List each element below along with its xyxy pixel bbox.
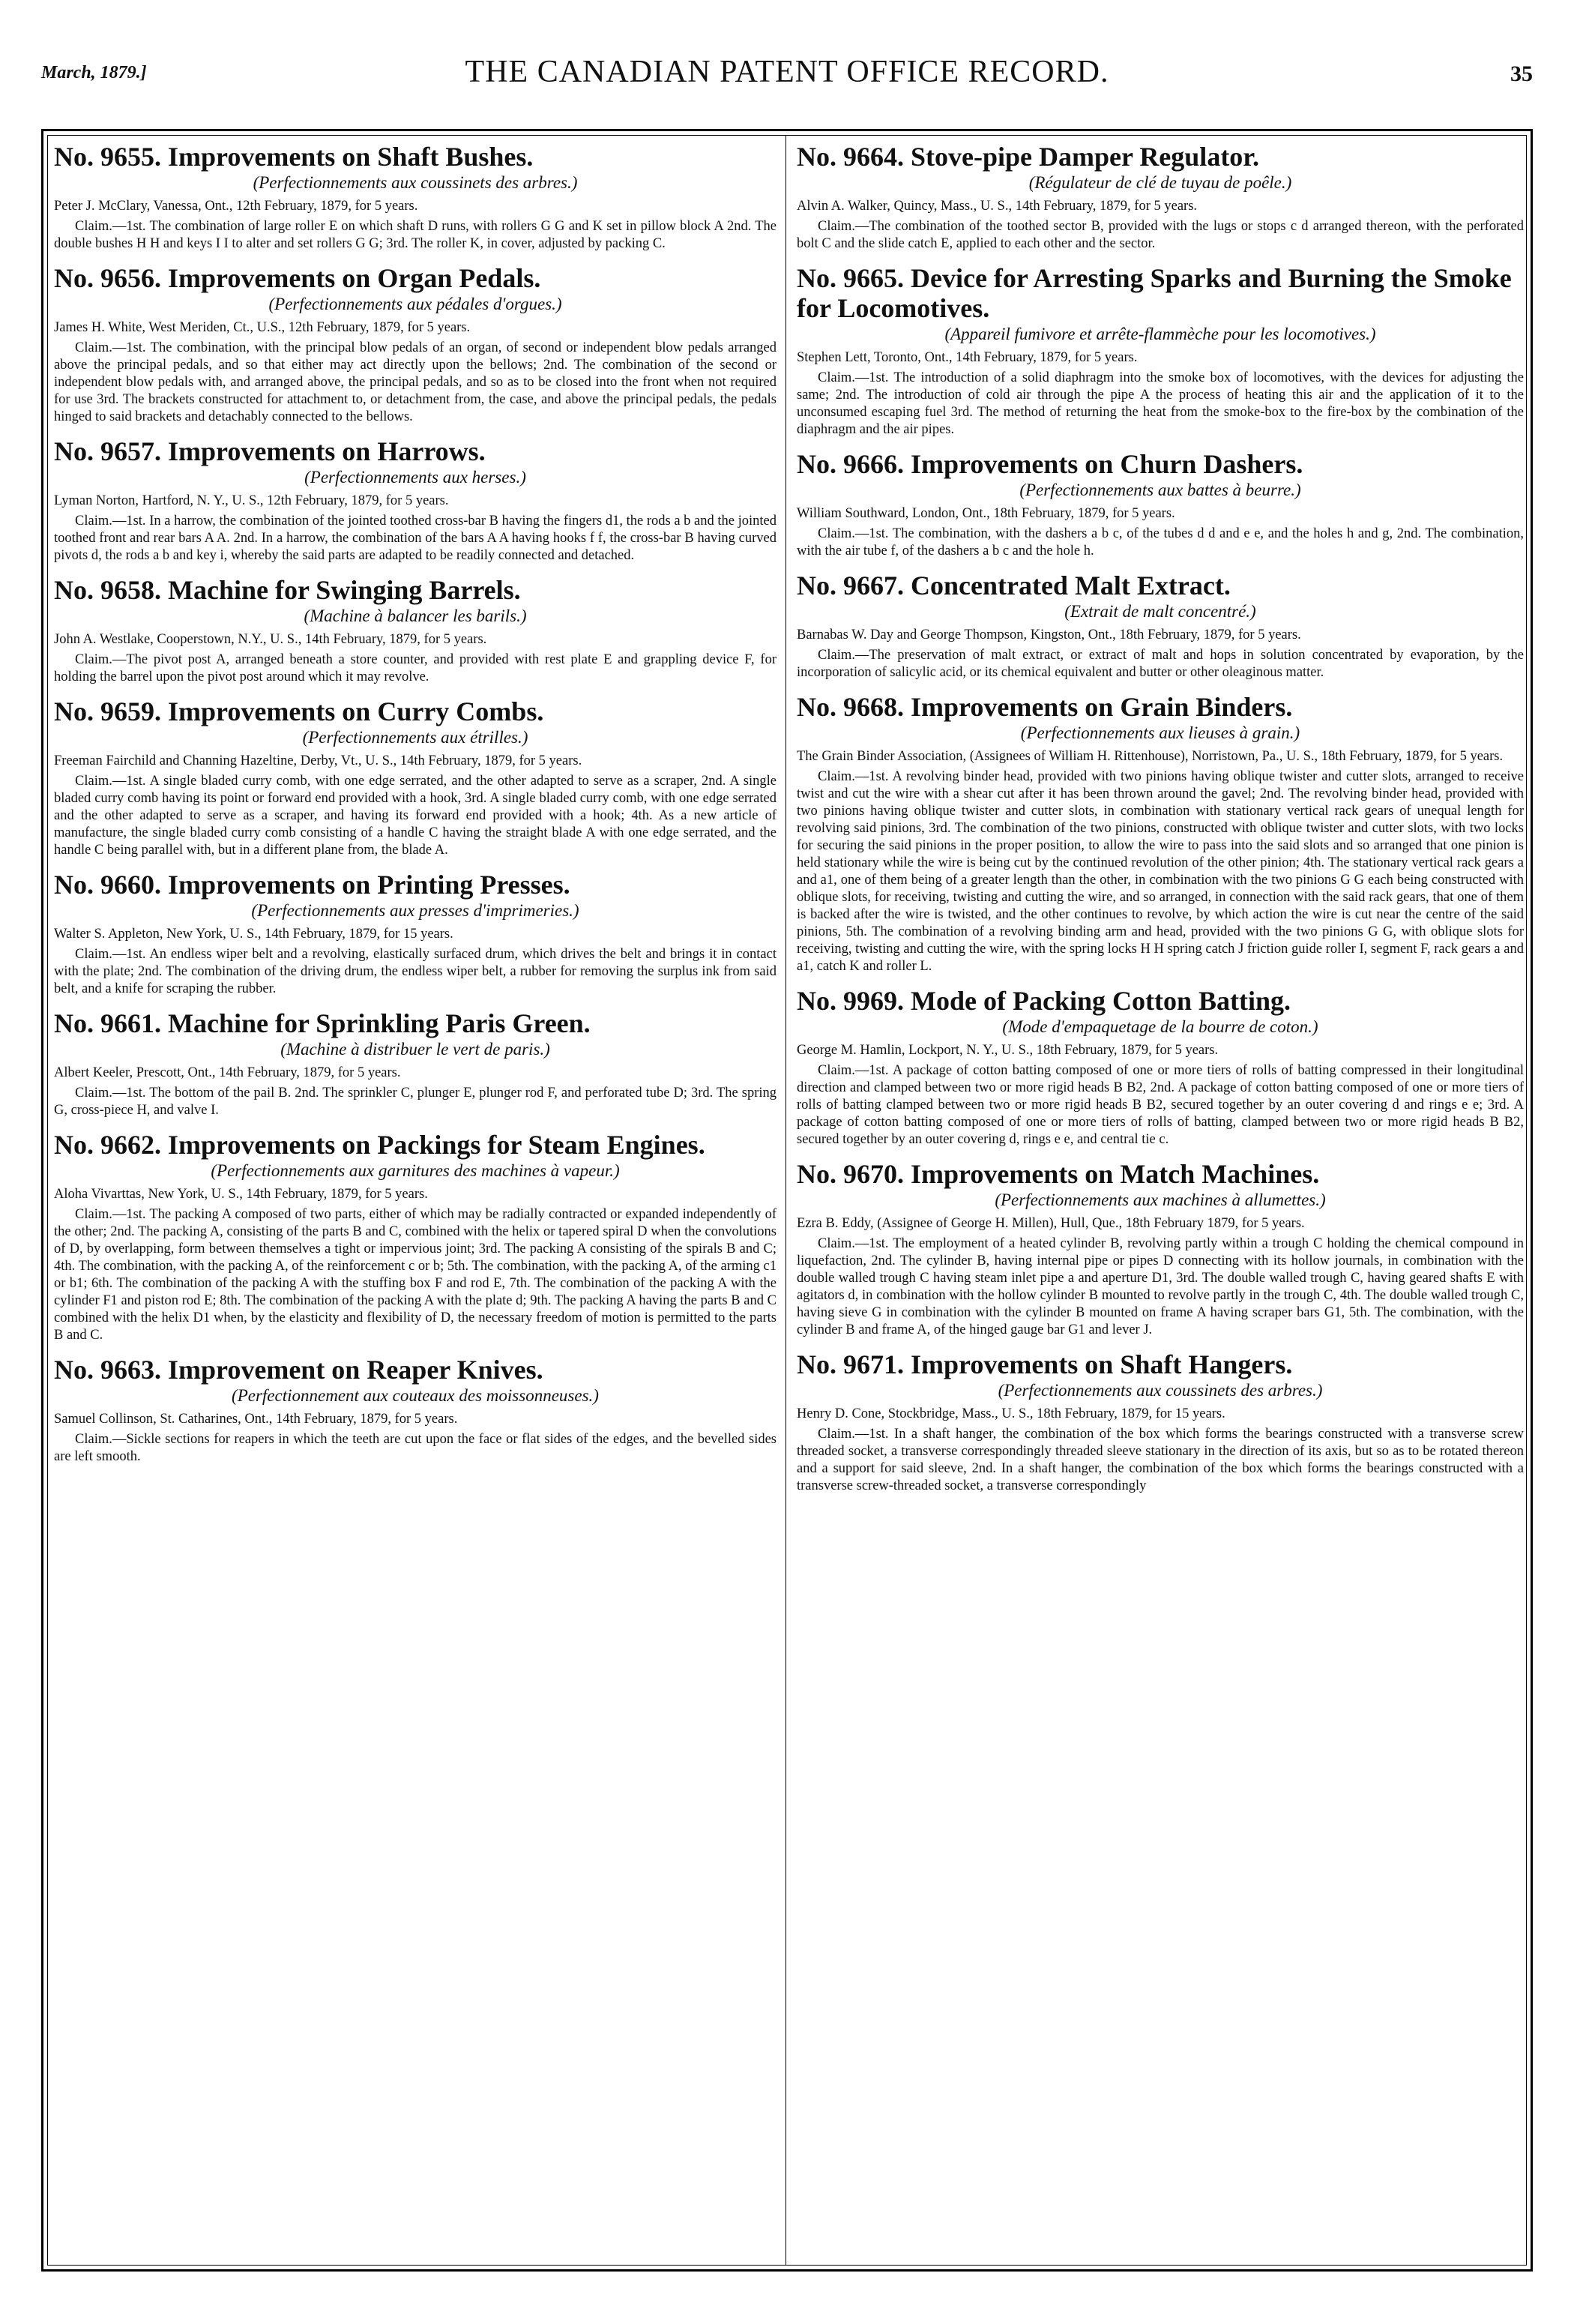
patent-claim: Claim.—1st. A single bladed curry comb, with one edge serrated, and the other adapted to serve as a scraper, 2nd. A single bladed curry comb having its point or forward end provided with a hook, 3rd. A single bladed curry comb, with one edge serrated and the other adapted to serve as a scraper, and having its forward end provided with a hook; 4th. As a new article of manufacture, the single bladed curry comb consisting of a handle C having the straight blade A with one edge serrated, and the handle C being parallel with, but in a different plane from, the blade A. [54,774,777,858]
patent-entry-9662 [54,1130,777,1344]
patent-french-title: (Régulateur de clé de tuyau de poêle.) [1028,173,1292,192]
patent-french-title: (Perfectionnement aux couteaux des moissonneuses.) [232,1386,599,1405]
right-column [797,142,1524,2262]
patent-french-title: (Mode d'empaquetage de la bourre de coton.) [1002,1017,1318,1036]
patent-claim: Claim.—The preservation of malt extract, or extract of malt and hops in solution concentrated by evaporation, by the incorporation of salicylic acid, or its chemical equivalent and butter or other oleaginous matter. [797,648,1524,680]
patent-claim: Claim.—1st. In a shaft hanger, the combination of the box which forms the bearings constructed with a transverse screw threaded socket, a transverse correspondingly threaded sleeve stationary in the direction of its axis, but so as to be rotated thereon and a support for said sleeve, 2nd. In a shaft hanger, the combination of the box which forms the bearings constructed with a transverse screw-threaded socket, a transverse correspondingly [797,1427,1524,1493]
patent-french-title: (Machine à balancer les barils.) [304,606,527,625]
patent-applicant: James H. White, West Meriden, Ct., U.S., 12th February, 1879, for 5 years. [54,320,471,335]
patent-claim: Claim.—1st. An endless wiper belt and a revolving, elastically surfaced drum, which drives the belt and brings it in contact with the plate; 2nd. The combination of the driving drum, the endless wiper belt, a rubber for removing the surplus ink from said belt, and a knife for scraping the rubber. [54,947,777,996]
patent-entry-9664 [797,142,1524,253]
patent-claim: Claim.—1st. In a harrow, the combination of the jointed toothed cross-bar B having the fingers d1, the rods a b and the jointed toothed front and rear bars A A. 2nd. In a harrow, the combination of the bars A A having hooks f f, the cross-bar B having curved pivots d, the rods a b and key i, whereby the said parts are adapted to be readily connected and detached. [54,514,777,563]
journal-title: THE CANADIAN PATENT OFFICE RECORD. [465,55,1109,89]
patent-applicant: Albert Keeler, Prescott, Ont., 14th February, 1879, for 5 years. [54,1065,401,1080]
patent-french-title: (Perfectionnements aux coussinets des arbres.) [998,1381,1323,1400]
patent-claim: Claim.—1st. The bottom of the pail B. 2nd. The sprinkler C, plunger E, plunger rod F, and perforated tube D; 3rd. The spring G, cross-piece H, and valve I. [54,1086,777,1118]
patent-entry-9667 [797,571,1524,681]
patent-entry-9666 [797,449,1524,560]
patent-title: No. 9969. Mode of Packing Cotton Batting. [797,986,1291,1016]
patent-applicant: Walter S. Appleton, New York, U. S., 14th February, 1879, for 15 years. [54,927,453,942]
patent-entry-9663 [54,1355,777,1466]
patent-applicant: Alvin A. Walker, Quincy, Mass., U. S., 14th February, 1879, for 5 years. [797,199,1198,214]
patent-applicant: Ezra B. Eddy, (Assignee of George H. Millen), Hull, Que., 18th February 1879, for 5 years. [797,1216,1305,1231]
patent-french-title: (Perfectionnements aux coussinets des arbres.) [253,173,578,192]
patent-applicant: Barnabas W. Day and George Thompson, Kingston, Ont., 18th February, 1879, for 5 years. [797,627,1301,642]
patent-title: No. 9670. Improvements on Match Machines. [797,1159,1320,1189]
patent-claim: Claim.—1st. The combination of large roller E on which shaft D runs, with rollers G G and K set in pillow block A 2nd. The double bushes H H and keys I I to alter and set rollers G G; 3rd. The roller K, in cover, adjusted by packing C. [54,219,777,251]
patent-french-title: (Perfectionnements aux machines à allumettes.) [995,1190,1326,1209]
patent-claim: Claim.—1st. The combination, with the principal blow pedals of an organ, of second or independent blow pedals arranged above the principal pedals, and so that either may act directly upon the bellows; 2nd. The combination of the second or independent blow pedals with, and arranged above, the principal pedals, and so as to be closed into the front when not required for use 3rd. The brackets constructed for attachment to, or detachment from, the case, and above the principal pedals, the pedals hinged to said brackets and detachably connected to the bellows. [54,340,777,424]
patent-title: No. 9659. Improvements on Curry Combs. [54,696,544,726]
patent-title: No. 9671. Improvements on Shaft Hangers. [797,1349,1293,1379]
page-number: 35 [1510,61,1533,86]
patent-applicant: John A. Westlake, Cooperstown, N.Y., U. S., 14th February, 1879, for 5 years. [54,632,487,647]
patent-applicant: Henry D. Cone, Stockbridge, Mass., U. S., 18th February, 1879, for 15 years. [797,1406,1225,1421]
content-frame [41,129,1533,2272]
patent-applicant: Lyman Norton, Hartford, N. Y., U. S., 12th February, 1879, for 5 years. [54,493,449,508]
patent-claim: Claim.—1st. The combination, with the dashers a b c, of the tubes d d and e e, and the holes h and g, 2nd. The combination, with the air tube f, of the dashers a b c and the hole h. [797,526,1524,559]
patent-entry-9665 [797,263,1524,439]
patent-applicant: The Grain Binder Association, (Assignees of William H. Rittenhouse), Norristown, Pa., U. S., 18th February, 1879, for 5 years. [797,749,1504,764]
patent-entry-9655 [54,142,777,253]
patent-entry-9657 [54,436,777,565]
patent-entry-9659 [54,696,777,859]
patent-title: No. 9656. Improvements on Organ Pedals. [54,263,541,293]
patent-applicant: Peter J. McClary, Vanessa, Ont., 12th February, 1879, for 5 years. [54,199,418,214]
patent-entry-9660 [54,870,777,998]
patent-title: No. 9665. Device for Arresting Sparks and Burning the Smoke for Locomotives. [797,263,1512,323]
patent-french-title: (Perfectionnements aux garnitures des machines à vapeur.) [211,1161,620,1180]
patent-title: No. 9662. Improvements on Packings for Steam Engines. [54,1130,705,1160]
left-column [54,142,777,2262]
patent-claim: Claim.—The combination of the toothed sector B, provided with the lugs or stops c d arranged thereon, with the perforated bolt C and the slide catch E, applied to each other and the sector. [797,219,1524,251]
patent-claim: Claim.—1st. The employment of a heated cylinder B, revolving partly within a trough C holding the chemical compound in liquefaction, 2nd. The cylinder B, having internal pipe or pipes D connecting with its hollow journals, in combination with the double walled trough C having steam inlet pipe a and aperture D1, 3rd. The double walled trough C, having geared shafts E with agitators d, in combination with the hollow cylinder B mounted to revolve partly in the trough C, 4th. The double walled trough C, having sieve G in combination with the cylinder B mounted on frame A having scraper bars G1, 5th. The combination, with the cylinder B and frame A, of the hinged gauge bar G1 and lever J. [797,1236,1524,1337]
patent-claim: Claim.—The pivot post A, arranged beneath a store counter, and provided with rest plate E and grappling device F, for holding the barrel upon the pivot post around which it may revolve. [54,652,777,684]
patent-title: No. 9657. Improvements on Harrows. [54,436,486,466]
page-header [41,46,1533,91]
patent-title: No. 9660. Improvements on Printing Presses. [54,870,570,900]
patent-applicant: Aloha Vivarttas, New York, U. S., 14th February, 1879, for 5 years. [54,1187,428,1202]
patent-claim: Claim.—Sickle sections for reapers in which the teeth are cut upon the face or flat sides of the edges, and the bevelled sides are left smooth. [54,1432,777,1464]
patent-claim: Claim.—1st. A revolving binder head, provided with two pinions having oblique twister and cutter slots, arranged to receive twist and cut the wire with a shear cut after it has been thrown around the gavel; 2nd. The revolving binder head, provided with two pinions having oblique twister and cutter slots, in combination with stationary vertical rack gears of unequal length for revolving said pinions, 3rd. The combination of the two pinions, constructed with oblique twister and cutter slots, with two locks for securing the said pinions in the proper position, to allow the wire to pass into the said slots and so arranged that one pinion is held stationary while the wire is being cut by the continued revolution of the other pinion; 4th. The stationary vertical rack gears a and a1, one of them being of a greater length than the other, in combination with the two pinions G G each being constructed with oblique slots, for receiving, twisting and cutting the wire, and so arranged, in connection with the said rack gears, that one of them is backed after the wire is twisted, and the other continues to revolve, by which action the wire is cut near the centre of the said pinions, 5th. The combination of a revolving binding arm and head, provided with the two pinions G G, with oblique slots for receiving, twisting and cutting the wire, with the spring locks H H spring catch J friction guide roller I, segment F, rack gears a and a1, catch K and roller L. [797,769,1524,974]
patent-entry-9671 [797,1349,1524,1495]
patent-applicant: Freeman Fairchild and Channing Hazeltine, Derby, Vt., U. S., 14th February, 1879, for 5 years. [54,753,582,768]
patent-applicant: Samuel Collinson, St. Catharines, Ont., 14th February, 1879, for 5 years. [54,1412,458,1427]
patent-claim: Claim.—1st. A package of cotton batting composed of one or more tiers of rolls of batting compressed in their longitudinal direction and clamped between two or more rigid heads B B2, 2nd. A package of cotton batting composed of one or more tiers of rolls of batting clamped between two or more rigid heads B B2, secured together by an outer covering d and rings e e; 3rd. A package of cotton batting composed of one or more tiers of rolls of batting, clamped between two or more rigid heads B B2, secured together by an outer covering d, rings e e, and central tie c. [797,1063,1524,1147]
patent-title: No. 9658. Machine for Swinging Barrels. [54,575,521,605]
patent-french-title: (Perfectionnements aux pédales d'orgues.) [268,295,562,313]
patent-french-title: (Perfectionnements aux herses.) [304,468,526,487]
patent-claim: Claim.—1st. The packing A composed of two parts, either of which may be radially contracted or expanded independently of the other; 2nd. The packing A, consisting of the parts B and C, combined with the helix or tapered spiral D when the convolutions of D, by overlapping, form between themselves a tight or impervious joint; 3rd. The packing A consisting of the spirals B and C; 4th. The combination, with the packing A, of the reinforcement c or b; 5th. The combination, with the packing A, of the arming c1 or b1; 6th. The combination of the packing A with the stuffing box F and rod E, 7th. The combination of the packing A with the cylinder F1 and piston rod E; 8th. The combination of the packing A with the plate d; 9th. The packing A having the parts B and C combined with the helix D1 when, by the elasticity and flexibility of D, the necessary freedom of motion is permitted to the parts B and C. [54,1207,777,1343]
patent-entry-9656 [54,263,777,426]
patent-entry-9969 [797,986,1524,1149]
patent-title: No. 9664. Stove-pipe Damper Regulator. [797,142,1259,172]
patent-french-title: (Perfectionnements aux presses d'imprimeries.) [251,901,579,920]
patent-applicant: William Southward, London, Ont., 18th February, 1879, for 5 years. [797,506,1175,521]
patent-title: No. 9667. Concentrated Malt Extract. [797,571,1231,600]
patent-french-title: (Perfectionnements aux lieuses à grain.) [1020,723,1300,742]
patent-french-title: (Appareil fumivore et arrête-flammèche pour les locomotives.) [944,325,1376,343]
patent-title: No. 9666. Improvements on Churn Dashers. [797,449,1303,479]
patent-french-title: (Perfectionnements aux étrilles.) [302,728,528,747]
patent-french-title: (Machine à distribuer le vert de paris.) [280,1040,550,1059]
patent-applicant: Stephen Lett, Toronto, Ont., 14th February, 1879, for 5 years. [797,350,1138,365]
patent-french-title: (Extrait de malt concentré.) [1064,602,1256,621]
patent-claim: Claim.—1st. The introduction of a solid diaphragm into the smoke box of locomotives, with the devices for adjusting the same; 2nd. The introduction of cold air through the pipe A the process of heating this air and the application of it to the unconsumed escaping fuel 3rd. The method of returning the heat from the smoke-box to the fire-box by the combination of the diaphragm and the air pipes. [797,370,1524,437]
patent-entry-9668 [797,692,1524,975]
issue-date: March, 1879.] [41,63,147,82]
patent-entry-9661 [54,1008,777,1119]
patent-entry-9658 [54,575,777,686]
patent-french-title: (Perfectionnements aux battes à beurre.) [1019,481,1301,499]
patent-title: No. 9663. Improvement on Reaper Knives. [54,1355,543,1385]
patent-title: No. 9668. Improvements on Grain Binders. [797,692,1293,722]
patent-title: No. 9655. Improvements on Shaft Bushes. [54,142,534,172]
patent-title: No. 9661. Machine for Sprinkling Paris Green. [54,1008,591,1038]
patent-applicant: George M. Hamlin, Lockport, N. Y., U. S., 18th February, 1879, for 5 years. [797,1043,1219,1058]
patent-entry-9670 [797,1159,1524,1339]
